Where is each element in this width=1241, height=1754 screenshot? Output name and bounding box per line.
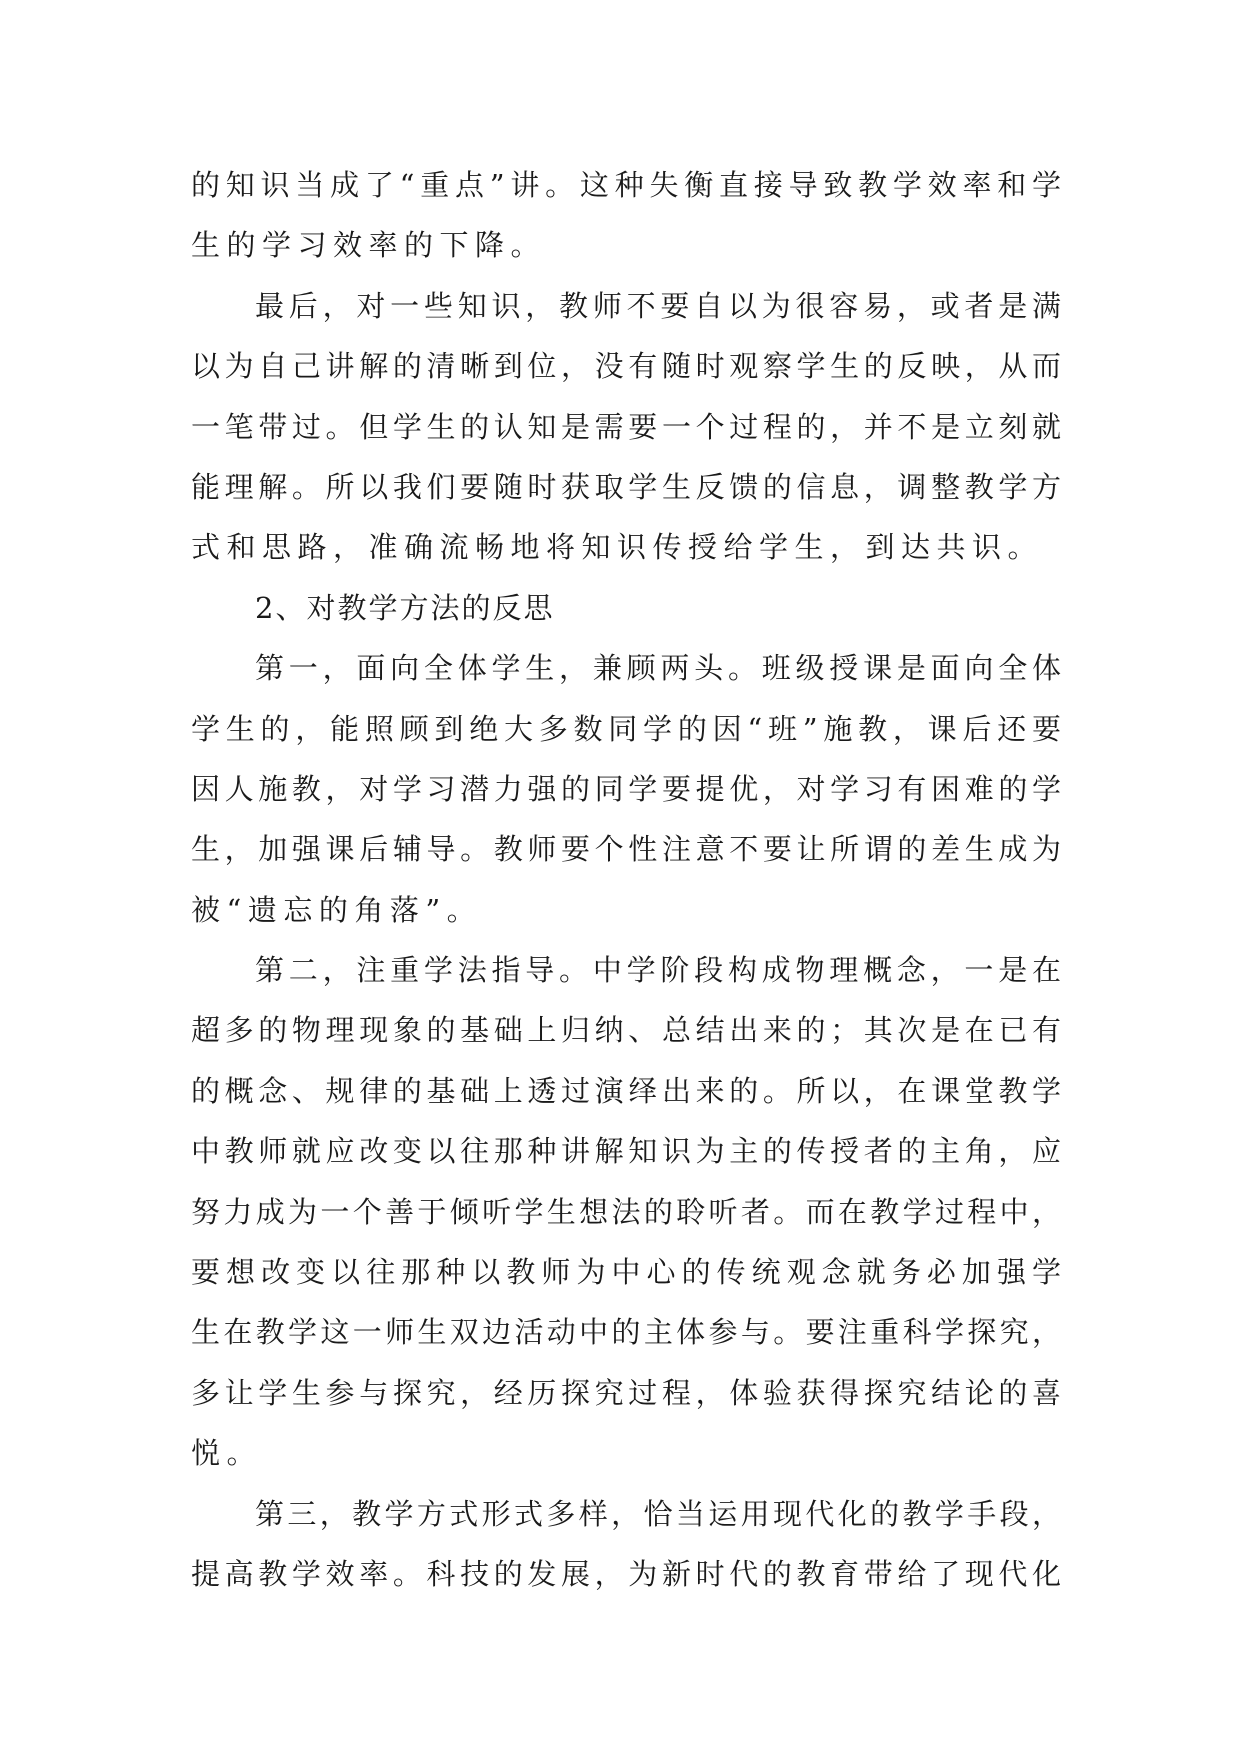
text-line: 一笔带过。但学生的认知是需要一个过程的，并不是立刻就	[191, 409, 1061, 444]
section-heading: 2、对教学方法的反思	[255, 590, 555, 625]
text-line: 式和思路，准确流畅地将知识传授给学生，到达共识。	[191, 530, 1044, 565]
paragraph-start: 第三，教学方式形式多样，恰当运用现代化的教学手段，	[255, 1496, 1061, 1531]
text-line: 多让学生参与探究，经历探究过程，体验获得探究结论的喜	[191, 1375, 1061, 1410]
body-text	[191, 155, 1061, 1604]
text-line: 因人施教，对学习潜力强的同学要提优，对学习有困难的学	[191, 771, 1061, 806]
text-line: 能理解。所以我们要随时获取学生反馈的信息，调整教学方	[191, 469, 1061, 504]
text-line: 的概念、规律的基础上透过演绎出来的。所以，在课堂教学	[191, 1073, 1061, 1108]
text-line: 以为自己讲解的清晰到位，没有随时观察学生的反映，从而	[191, 349, 1061, 384]
text-line: 学生的，能照顾到绝大多数同学的因“班”施教，课后还要	[191, 711, 1061, 746]
text-line: 提高教学效率。科技的发展，为新时代的教育带给了现代化	[191, 1556, 1061, 1591]
text-line: 中教师就应改变以往那种讲解知识为主的传授者的主角，应	[191, 1134, 1061, 1169]
text-line: 努力成为一个善于倾听学生想法的聆听者。而在教学过程中，	[191, 1194, 1061, 1229]
paragraph-start: 第二，注重学法指导。中学阶段构成物理概念，一是在	[255, 953, 1061, 988]
text-line: 生，加强课后辅导。教师要个性注意不要让所谓的差生成为	[191, 832, 1061, 867]
text-line: 悦。	[191, 1436, 263, 1471]
text-line: 生在教学这一师生双边活动中的主体参与。要注重科学探究，	[191, 1315, 1061, 1350]
paragraph-start: 第一，面向全体学生，兼顾两头。班级授课是面向全体	[255, 651, 1061, 686]
text-line: 要想改变以往那种以教师为中心的传统观念就务必加强学	[191, 1255, 1061, 1290]
text-line: 生的学习效率的下降。	[191, 228, 547, 263]
text-line: 超多的物理现象的基础上归纳、总结出来的；其次是在已有	[191, 1013, 1061, 1048]
text-line: 的知识当成了“重点”讲。这种失衡直接导致教学效率和学	[191, 168, 1061, 202]
paragraph-start: 最后，对一些知识，教师不要自以为很容易，或者是满	[255, 288, 1061, 323]
text-line: 被“遗忘的角落”。	[191, 892, 483, 927]
